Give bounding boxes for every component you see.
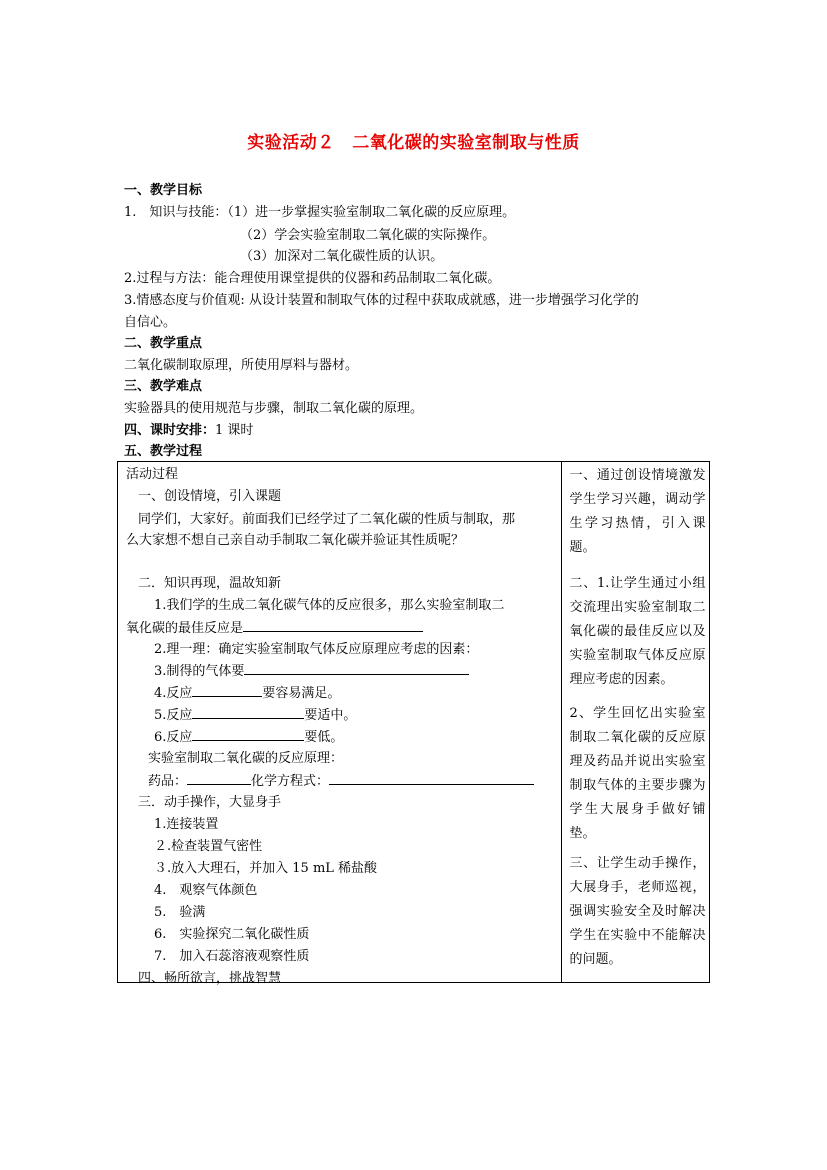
intent-para-1: 一、通过创设情境激发学生学习兴趣，调动学生学习热情，引入课题。	[569, 468, 706, 555]
answer-blank	[192, 684, 262, 697]
step3-item3: ３.放入大理石，并加入 15 mL 稀盐酸	[154, 861, 378, 876]
section-heading-process: 五、教学过程	[124, 444, 203, 459]
intent-para-4: 三、让学生动手操作，大展身手，老师巡视，强调实验安全及时解决学生在实验中不能解决的问题。	[569, 856, 706, 967]
step2-q2: 2.理一理：确定实验室制取气体反应原理应考虑的因素：	[154, 642, 479, 657]
document-title: 实验活动２ 二氧化碳的实验室制取与性质	[247, 133, 580, 153]
step1-text-line1: 同学们，大家好。前面我们已经学过了二氧化碳的性质与制取，那	[138, 512, 516, 527]
teaching-process-table	[117, 461, 710, 986]
design-intent-cell	[561, 462, 710, 983]
step2-q1-line2: 氧化碳的最佳反应是	[126, 619, 423, 638]
answer-blank	[243, 619, 423, 632]
section-heading-difficulties: 三、教学难点	[124, 379, 203, 394]
step1-text-line2: 么大家想不想自己亲自动手制取二氧化碳并验证其性质呢？	[126, 533, 465, 548]
step3-item6: 6. 实验探究二氧化碳性质	[154, 927, 310, 942]
step3-heading: 三．动手操作，大显身手	[138, 795, 282, 810]
step2-q5: 5.反应 要适中。	[154, 708, 357, 723]
objective-property: （3）加深对二氧化碳性质的认识。	[240, 249, 444, 264]
step3-item5: 5. 验满	[154, 905, 206, 920]
step2-q1-line1: 1.我们学的生成二氧化碳气体的反应很多，那么实验室制取二	[154, 598, 505, 613]
objective-operation: （2）学会实验室制取二氧化碳的实际操作。	[240, 228, 496, 243]
answer-blank	[187, 772, 251, 785]
answer-blank	[244, 662, 469, 675]
answer-blank	[192, 728, 304, 741]
class-hours-line	[124, 422, 253, 440]
reagents-equation-line: 药品： 化学方程式：	[148, 772, 534, 791]
step2-q3: 3.制得的气体要	[154, 662, 469, 681]
step2-q6: 6.反应 要低。	[154, 730, 344, 745]
section-heading-objectives: 一、教学目标	[124, 183, 203, 198]
step3-item7: 7. 加入石蕊溶液观察性质	[154, 949, 310, 964]
reaction-principle-label: 实验室制取二氧化碳的反应原理：	[148, 751, 344, 766]
objective-attitude-cont: 自信心。	[124, 315, 177, 330]
intent-para-3: 2、学生回忆出实验室制取二氧化碳的反应原理及药品并说出实验室制取气体的主要步骤为学生大展身手做好铺垫。	[569, 706, 706, 841]
section-heading-schedule: 四、课时安排：	[124, 423, 216, 438]
step3-item2: ２.检查装置气密性	[154, 839, 263, 854]
step3-item1: 1.连接装置	[154, 817, 219, 832]
step2-q4: 4.反应 要容易满足。	[154, 686, 341, 701]
intent-para-2: 二、1.让学生通过小组交流理出实验室制取二氧化碳的最佳反应以及实验室制取气体反应原理应考虑的因素。	[569, 576, 706, 687]
objective-process: 2.过程与方法：能合理使用课堂提供的仪器和药品制取二氧化碳。	[124, 271, 501, 286]
objective-attitude: 3.情感态度与价值观: 从设计装置和制取气体的过程中获取成就感，进一步增强学习化学的	[124, 293, 639, 308]
answer-blank	[329, 772, 534, 785]
step2-heading: 二．知识再现，温故知新	[138, 576, 282, 591]
activity-process-cell	[118, 462, 562, 986]
section-heading-key-points: 二、教学重点	[124, 336, 203, 351]
activity-process-label: 活动过程	[126, 467, 179, 482]
step1-heading: 一、创设情境，引入课题	[138, 489, 282, 504]
answer-blank	[192, 706, 304, 719]
class-hours-value: 1 课时	[215, 423, 254, 438]
step3-item4: 4. 观察气体颜色	[154, 883, 258, 898]
step4-heading: 四、畅所欲言，挑战智慧	[138, 971, 282, 986]
difficulties-text: 实验器具的使用规范与步骤，制取二氧化碳的原理。	[124, 401, 424, 416]
key-points-text: 二氧化碳制取原理，所使用厚料与器材。	[124, 358, 359, 373]
objective-knowledge: 1. 知识与技能：（1）进一步掌握实验室制取二氧化碳的反应原理。	[124, 205, 516, 220]
